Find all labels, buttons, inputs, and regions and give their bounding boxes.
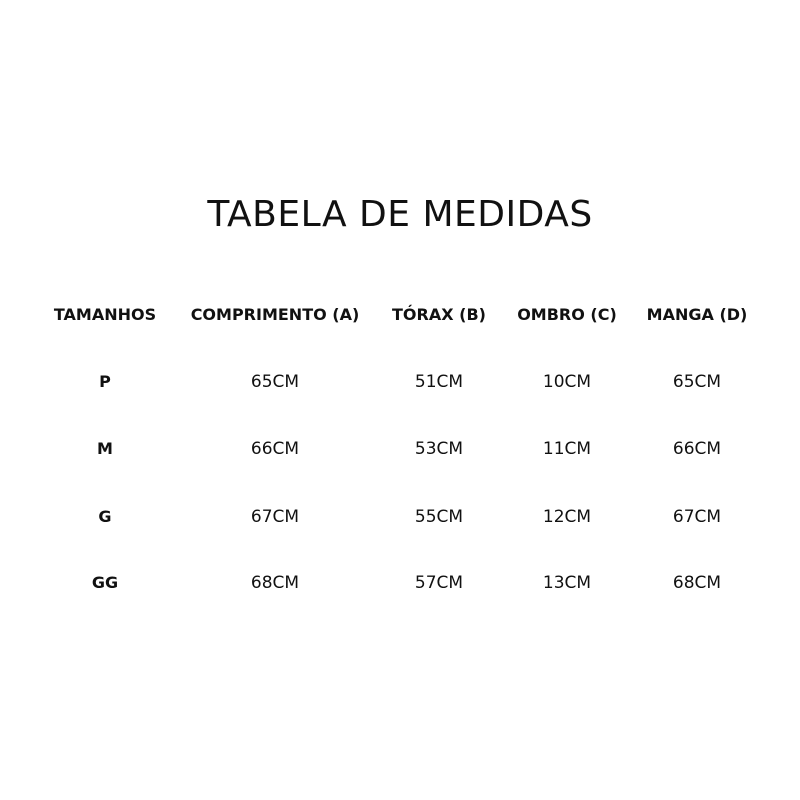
page-title: TABELA DE MEDIDAS: [207, 194, 593, 235]
manga-value: 67CM: [672, 507, 722, 527]
header-torax: TÓRAX (B): [392, 305, 486, 324]
size-label: M: [97, 439, 113, 458]
torax-value: 55CM: [414, 507, 464, 527]
size-label: G: [98, 507, 112, 526]
header-manga: MANGA (D): [646, 305, 748, 324]
torax-value: 57CM: [414, 573, 464, 593]
comprimento-value: 66CM: [250, 439, 300, 459]
manga-value: 68CM: [672, 573, 722, 593]
ombro-value: 13CM: [542, 573, 592, 593]
ombro-value: 11CM: [542, 439, 592, 459]
header-tamanhos: TAMANHOS: [53, 305, 157, 324]
header-comprimento: COMPRIMENTO (A): [190, 305, 360, 324]
header-ombro: OMBRO (C): [517, 305, 617, 324]
comprimento-value: 65CM: [250, 372, 300, 392]
size-label: GG: [91, 573, 119, 592]
comprimento-value: 67CM: [250, 507, 300, 527]
size-label: P: [99, 372, 111, 391]
comprimento-value: 68CM: [250, 573, 300, 593]
manga-value: 65CM: [672, 372, 722, 392]
torax-value: 51CM: [414, 372, 464, 392]
torax-value: 53CM: [414, 439, 464, 459]
ombro-value: 10CM: [542, 372, 592, 392]
ombro-value: 12CM: [542, 507, 592, 527]
manga-value: 66CM: [672, 439, 722, 459]
